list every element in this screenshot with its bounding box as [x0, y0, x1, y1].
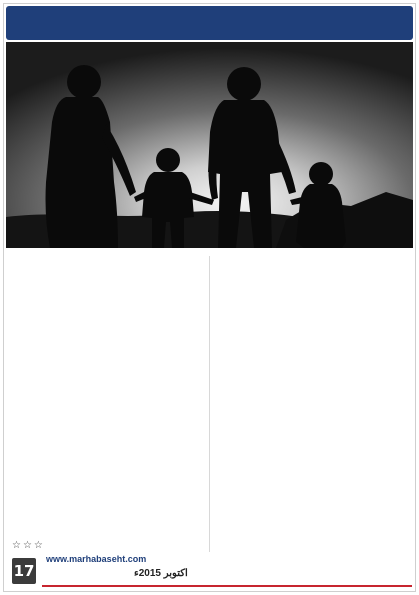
article-headline: [6, 6, 413, 40]
headline-banner: [6, 6, 413, 40]
article-column-left: [8, 254, 208, 550]
page-footer: [6, 552, 413, 590]
column-divider: [209, 256, 210, 552]
issue-date: اکتوبر 2015ء: [134, 568, 188, 579]
footer-rule: [42, 585, 412, 587]
family-silhouette-photo: [6, 42, 413, 248]
article-column-right: [213, 254, 413, 550]
page-number: 17: [12, 558, 36, 584]
article-end-stars: ☆☆☆: [12, 540, 45, 551]
website-link[interactable]: www.marhabaseht.com: [46, 554, 147, 564]
